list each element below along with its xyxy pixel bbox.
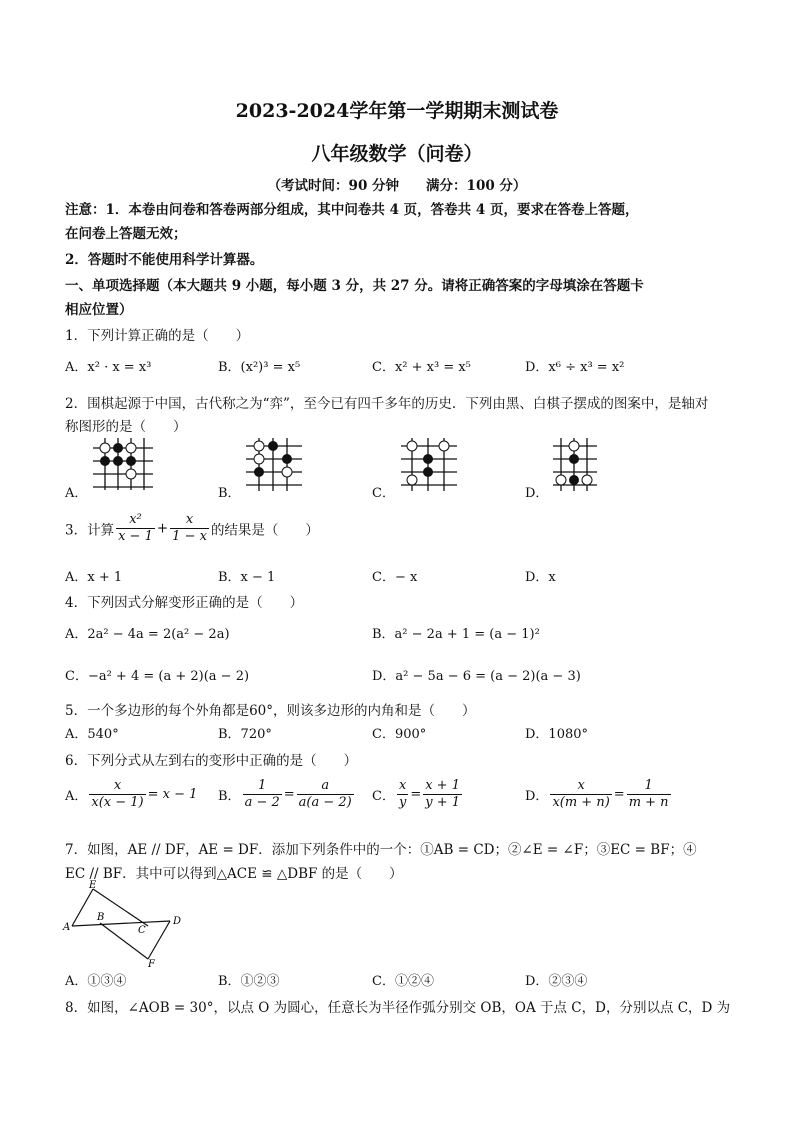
- q6-d-num2: 1: [627, 778, 671, 795]
- q1-option-a: A．x² · x = x³: [65, 360, 152, 375]
- note-line-1: 注意：1．本卷由问卷和答卷两部分组成，其中问卷共 4 页，答卷共 4 页，要求在答卷上答题，: [65, 202, 639, 218]
- q6-d-den2: m + n: [628, 795, 669, 810]
- q7-label-f: F: [148, 959, 155, 968]
- q6-b-fraction-left: [243, 778, 282, 811]
- q6-stem: 6．下列分式从左到右的变形中正确的是（ ）: [65, 753, 358, 769]
- exam-info: （考试时间：90 分钟 满分：100 分）: [267, 178, 527, 194]
- q1-option-c: C．x² + x³ = x⁵: [372, 360, 471, 375]
- q3-frac2-den: 1 − x: [172, 529, 207, 544]
- go-board-figure-a: [88, 436, 158, 492]
- q1-option-b: B．(x²)³ = x⁵: [218, 360, 301, 375]
- q6-label-a: A．: [65, 789, 88, 804]
- q6-b-fraction-right: [297, 778, 354, 811]
- go-board-figure-c: [398, 436, 460, 492]
- q6-a-fraction: [89, 778, 145, 811]
- q4-option-d: D．a² − 5a − 6 = (a − 2)(a − 3): [372, 669, 581, 684]
- q6-label-c: C．: [372, 789, 395, 804]
- q7-stem-line-2: EC // BF．其中可以得到△ACE ≌ △DBF 的是（ ）: [65, 866, 403, 882]
- q3-stem: [65, 512, 319, 545]
- q1-option-d: D．x⁶ ÷ x³ = x²: [525, 360, 625, 375]
- q1-stem: 1．下列计算正确的是（ ）: [65, 328, 250, 344]
- q3-frac2-num: x: [170, 512, 209, 529]
- q2-label-c: C．: [372, 486, 395, 501]
- q7-label-e: E: [89, 880, 97, 891]
- q4-option-b: B．a² − 2a + 1 = (a − 1)²: [372, 627, 540, 642]
- q5-option-c: C．900°: [372, 727, 427, 742]
- q4-option-a: A．2a² − 4a = 2(a² − 2a): [65, 627, 230, 642]
- exam-title: 2023-2024学年第一学期期末测试卷: [235, 100, 559, 122]
- q6-d-fraction-left: [550, 778, 611, 811]
- q5-option-b: B．720°: [218, 727, 272, 742]
- q3-option-d: D．x: [525, 570, 556, 585]
- q6-c-num1: x: [397, 778, 408, 795]
- q6-d-fraction-right: [627, 778, 671, 811]
- q6-c-den1: y: [398, 795, 407, 810]
- q5-option-d: D．1080°: [525, 727, 589, 742]
- q7-option-a: A．①③④: [65, 974, 127, 989]
- q6-a-num: x: [89, 778, 145, 795]
- q2-label-b: B．: [218, 486, 241, 501]
- q6-c-fraction-right: [423, 778, 462, 811]
- q2-label-d: D．: [525, 486, 549, 501]
- q6-c-fraction-left: [397, 778, 408, 811]
- q5-option-a: A．540°: [65, 727, 119, 742]
- q6-d-den1: x(m + n): [552, 795, 610, 810]
- q6-c-num2: x + 1: [423, 778, 462, 795]
- q8-stem: 8．如图，∠AOB = 30°，以点 O 为圆心，任意长为半径作弧分别交 OB，OA 于点 C，D，分别以点 C，D 为: [65, 1000, 731, 1016]
- q3-fraction-2: [170, 512, 209, 545]
- q6-label-b: B．: [218, 789, 241, 804]
- q6-option-c: C． $\frac{x}{y}$ = $\frac{x + 1}{y + 1}$: [372, 778, 460, 810]
- go-board-figure-d: [550, 436, 600, 492]
- q6-option-a: [65, 778, 197, 811]
- q7-label-a: A: [63, 922, 71, 933]
- q2-label-a: A．: [65, 486, 88, 501]
- section-heading-line-2: 相应位置）: [65, 302, 133, 318]
- q7-geometry-figure: [60, 878, 190, 968]
- q3-option-b: B．x − 1: [218, 570, 276, 585]
- q6-b-den2: a(a − 2): [298, 795, 352, 810]
- q6-d-num1: x: [550, 778, 611, 795]
- q6-b-num2: a: [297, 778, 354, 795]
- q7-stem-line-1: 7．如图，AE // DF，AE = DF．添加下列条件中的一个：①AB = CD；②∠E = ∠F；③EC = BF；④: [65, 842, 697, 858]
- q6-b-num1: 1: [243, 778, 282, 795]
- go-board-figure-b: [243, 436, 305, 492]
- q7-option-b: B．①②③: [218, 974, 280, 989]
- q3-prefix: 3．计算: [65, 522, 115, 539]
- q7-label-b: B: [97, 912, 105, 923]
- q6-c-den2: y + 1: [425, 795, 460, 810]
- q7-option-c: C．①②④: [372, 974, 434, 989]
- q2-stem-line-2: 称图形的是（ ）: [65, 419, 187, 435]
- q3-frac1-num: x²: [116, 512, 155, 529]
- q3-option-a: A．x + 1: [65, 570, 123, 585]
- q7-label-c: C: [138, 925, 146, 936]
- q3-plus: +: [156, 520, 169, 537]
- q3-suffix: 的结果是（ ）: [210, 522, 319, 539]
- q4-stem: 4．下列因式分解变形正确的是（ ）: [65, 595, 304, 611]
- q6-option-b: B． $\frac{1}{a - 2}$ = $\frac{a}{a(a - 2)}$: [218, 778, 352, 810]
- q5-stem: 5．一个多边形的每个外角都是60°，则该多边形的内角和是（ ）: [65, 703, 476, 719]
- exam-subtitle: 八年级数学（问卷）: [311, 143, 483, 165]
- note-line-2: 在问卷上答题无效；: [65, 226, 187, 242]
- note-line-3: 2．答题时不能使用科学计算器。: [65, 252, 264, 268]
- q3-fraction-1: [116, 512, 155, 545]
- q6-a-den: x(x − 1): [91, 795, 144, 810]
- q7-label-d: D: [173, 916, 182, 927]
- q3-option-c: C．− x: [372, 570, 418, 585]
- q7-option-d: D．②③④: [525, 974, 588, 989]
- q6-a-rhs: = x − 1: [147, 787, 198, 802]
- q6-b-den1: a − 2: [244, 795, 280, 810]
- q6-option-d: D． $\frac{x}{x(m + n)}$ = $\frac{1}{m + n}$: [525, 778, 669, 810]
- q2-stem-line-1: 2．围棋起源于中国，古代称之为“弈”，至今已有四千多年的历史．下列由黑、白棋子摆成的图案中，是轴对: [65, 396, 709, 412]
- q6-label-d: D．: [525, 789, 549, 804]
- q4-option-c: C．−a² + 4 = (a + 2)(a − 2): [65, 669, 250, 684]
- q3-frac1-den: x − 1: [118, 529, 153, 544]
- section-heading-line-1: 一、单项选择题（本大题共 9 小题，每小题 3 分，共 27 分。请将正确答案的字母填涂在答题卡: [65, 278, 644, 294]
